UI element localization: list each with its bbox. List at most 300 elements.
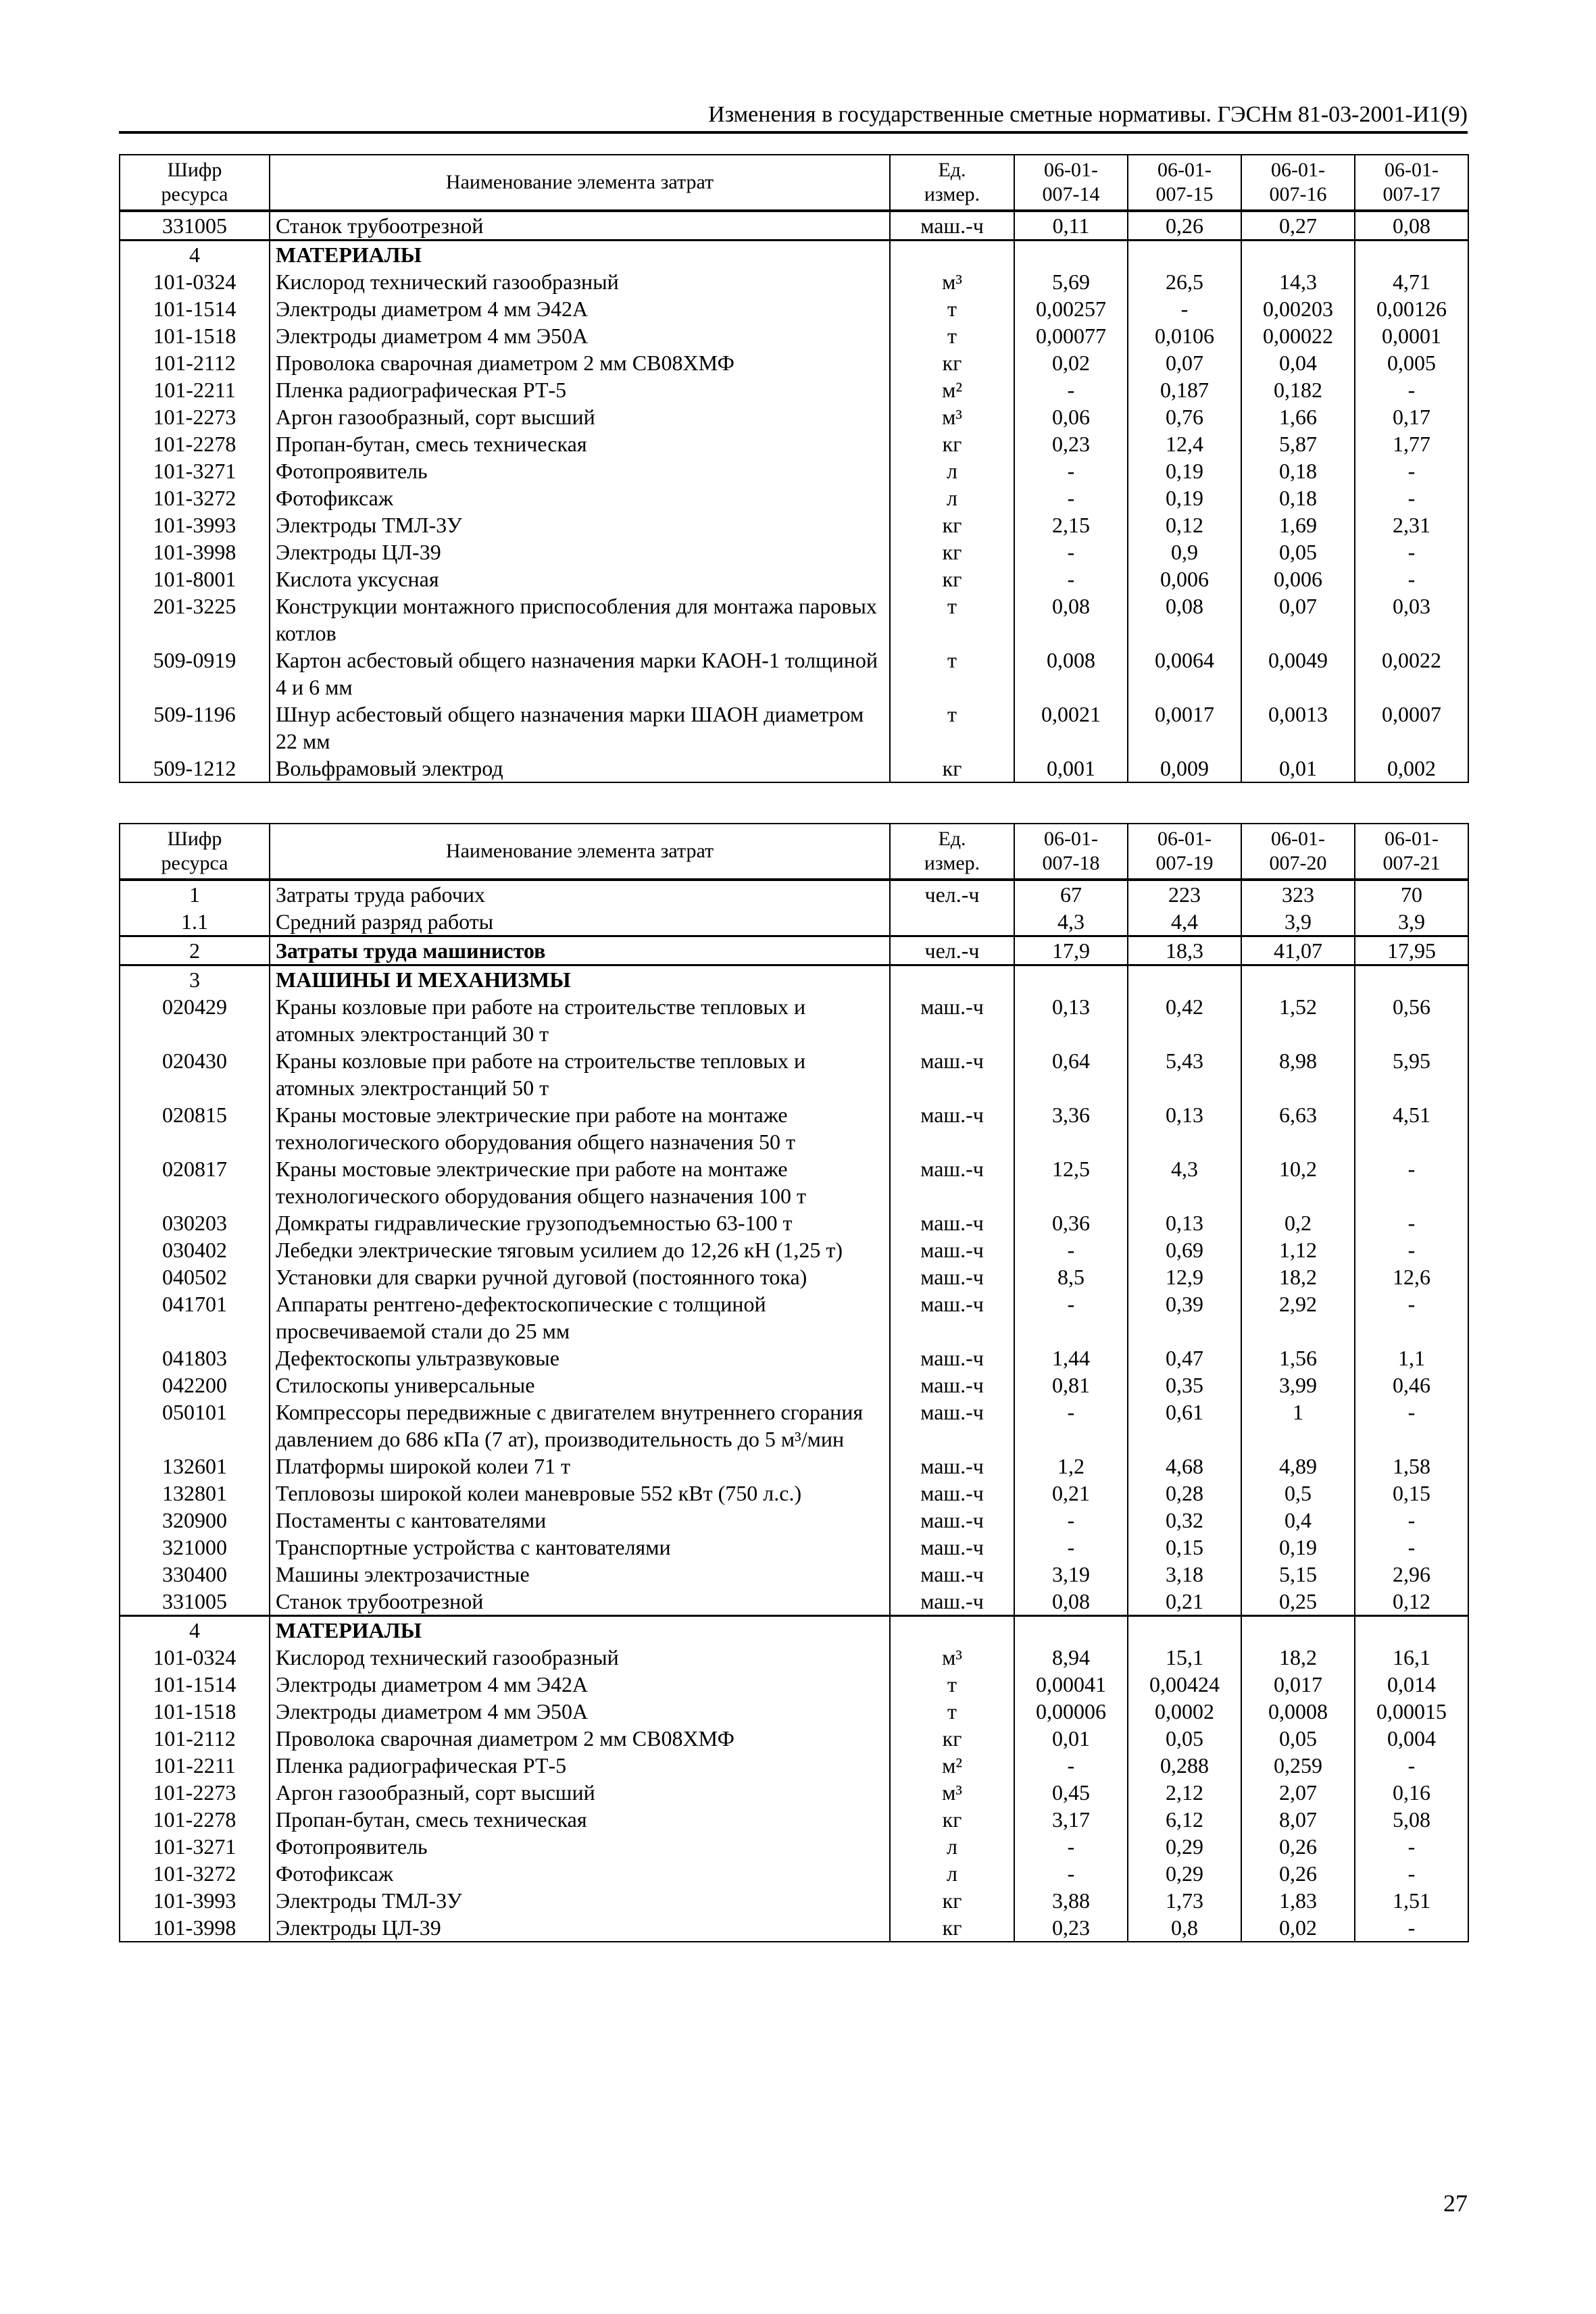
norm-value: 5,95 — [1355, 1047, 1468, 1101]
norm-value: - — [1128, 295, 1241, 322]
resource-code: 101-1518 — [120, 1698, 270, 1725]
unit-of-measure: маш.-ч — [890, 1507, 1014, 1534]
norm-value — [1355, 241, 1468, 269]
norm-value: 0,13 — [1128, 1209, 1241, 1236]
cost-element-name: Аргон газообразный, сорт высший — [270, 1779, 890, 1806]
norm-value: 0,00006 — [1014, 1698, 1128, 1725]
norm-value: 0,26 — [1241, 1860, 1355, 1887]
unit-of-measure: чел.-ч — [890, 936, 1014, 965]
resource-code: 321000 — [120, 1534, 270, 1561]
header-norm-cell — [1014, 155, 1128, 211]
table-row — [120, 1914, 1468, 1942]
norm-value: 0,18 — [1241, 457, 1355, 484]
norm-value: 0,182 — [1241, 376, 1355, 403]
norm-value: 16,1 — [1355, 1644, 1468, 1671]
cost-element-name: Электроды диаметром 4 мм Э50А — [270, 322, 890, 349]
norm-value: 0,04 — [1241, 349, 1355, 376]
resource-code: 030203 — [120, 1209, 270, 1236]
header-norm-cell-line-2: 007-21 — [1382, 852, 1441, 874]
unit-of-measure: м² — [890, 376, 1014, 403]
norm-value: 0,07 — [1241, 593, 1355, 647]
cost-element-name: Электроды ТМЛ-3У — [270, 511, 890, 538]
unit-of-measure: маш.-ч — [890, 1263, 1014, 1290]
norm-value: 0,26 — [1128, 211, 1241, 241]
norm-value — [1241, 965, 1355, 994]
norm-value: - — [1355, 1833, 1468, 1860]
cost-element-name: Электроды диаметром 4 мм Э42А — [270, 295, 890, 322]
norm-value: 0,18 — [1241, 484, 1355, 511]
cost-element-name: Пропан-бутан, смесь техническая — [270, 1806, 890, 1833]
cost-element-name: Затраты труда рабочих — [270, 880, 890, 908]
norm-value: 0,35 — [1128, 1372, 1241, 1399]
norm-value: - — [1014, 457, 1128, 484]
resource-code: 101-2112 — [120, 349, 270, 376]
norm-value: 0,006 — [1128, 565, 1241, 593]
resource-code: 020817 — [120, 1155, 270, 1209]
norm-value: - — [1014, 1860, 1128, 1887]
resource-code: 101-3271 — [120, 1833, 270, 1860]
unit-of-measure: кг — [890, 511, 1014, 538]
unit-of-measure: м³ — [890, 1779, 1014, 1806]
table-row — [120, 1806, 1468, 1833]
resource-code: 2 — [120, 936, 270, 965]
norm-value: 0,19 — [1128, 457, 1241, 484]
norm-value: 8,94 — [1014, 1644, 1128, 1671]
norm-value: - — [1014, 538, 1128, 565]
unit-of-measure — [890, 1616, 1014, 1644]
table-row — [120, 1453, 1468, 1480]
norm-value: 0,69 — [1128, 1236, 1241, 1263]
norm-value: 0,9 — [1128, 538, 1241, 565]
resource-code: 201-3225 — [120, 593, 270, 647]
unit-of-measure — [890, 965, 1014, 994]
norm-value: 0,21 — [1014, 1480, 1128, 1507]
unit-of-measure: чел.-ч — [890, 880, 1014, 908]
norm-value — [1014, 965, 1128, 994]
norm-value: - — [1014, 1236, 1128, 1263]
norm-value: 2,31 — [1355, 511, 1468, 538]
norm-value: 0,017 — [1241, 1671, 1355, 1698]
norm-value: 0,001 — [1014, 755, 1128, 782]
unit-of-measure: м³ — [890, 1644, 1014, 1671]
norm-value — [1014, 1616, 1128, 1644]
table-row — [120, 965, 1468, 994]
unit-of-measure: т — [890, 701, 1014, 755]
unit-of-measure: т — [890, 647, 1014, 701]
cost-element-name: Фотофиксаж — [270, 1860, 890, 1887]
norm-value: 1,2 — [1014, 1453, 1128, 1480]
cost-element-name: Домкраты гидравлические грузоподъемностью 63-100 т — [270, 1209, 890, 1236]
norm-value: 3,19 — [1014, 1561, 1128, 1588]
resource-code: 1.1 — [120, 908, 270, 936]
table-row — [120, 1101, 1468, 1155]
norm-value: 0,13 — [1128, 1101, 1241, 1155]
norm-value: 0,25 — [1241, 1588, 1355, 1616]
norm-value: 0,02 — [1014, 349, 1128, 376]
unit-of-measure: кг — [890, 349, 1014, 376]
cost-element-name: Краны мостовые электрические при работе на монтаже технологического оборудования общего назначения 100 т — [270, 1155, 890, 1209]
resource-code: 320900 — [120, 1507, 270, 1534]
norm-value: 6,12 — [1128, 1806, 1241, 1833]
resource-code: 020430 — [120, 1047, 270, 1101]
table-row — [120, 1534, 1468, 1561]
unit-of-measure: маш.-ч — [890, 1155, 1014, 1209]
header-norm-cell — [1355, 155, 1468, 211]
table-row — [120, 1236, 1468, 1263]
resource-code: 132801 — [120, 1480, 270, 1507]
resource-code: 3 — [120, 965, 270, 994]
header-row — [120, 824, 1468, 880]
unit-of-measure: кг — [890, 1887, 1014, 1914]
resource-code: 1 — [120, 880, 270, 908]
unit-of-measure: маш.-ч — [890, 1372, 1014, 1399]
norm-value: 0,15 — [1355, 1480, 1468, 1507]
table-row — [120, 593, 1468, 647]
table-row — [120, 1588, 1468, 1616]
norm-value: 0,0022 — [1355, 647, 1468, 701]
cost-element-name: Тепловозы широкой колеи маневровые 552 кВт (750 л.с.) — [270, 1480, 890, 1507]
norm-value: 0,56 — [1355, 993, 1468, 1047]
header-norm-cell-line-2: 007-19 — [1155, 852, 1214, 874]
table-header — [120, 824, 1468, 880]
table-row — [120, 376, 1468, 403]
norm-value: 8,07 — [1241, 1806, 1355, 1833]
norm-value: 1,66 — [1241, 403, 1355, 430]
header-norm-cell-line-1: 06-01- — [1385, 828, 1439, 850]
resource-code: 132601 — [120, 1453, 270, 1480]
table-row — [120, 295, 1468, 322]
norm-value: 0,23 — [1014, 1914, 1128, 1942]
unit-of-measure: маш.-ч — [890, 993, 1014, 1047]
table-row — [120, 1860, 1468, 1887]
norm-value: 0,64 — [1014, 1047, 1128, 1101]
norm-value: 2,15 — [1014, 511, 1128, 538]
table-row — [120, 565, 1468, 593]
resource-code: 331005 — [120, 211, 270, 241]
table-row — [120, 484, 1468, 511]
norm-value: 1,73 — [1128, 1887, 1241, 1914]
norm-value: 0,76 — [1128, 403, 1241, 430]
norm-value: 223 — [1128, 880, 1241, 908]
norm-value: - — [1355, 565, 1468, 593]
norm-value: 0,13 — [1014, 993, 1128, 1047]
table-row — [120, 755, 1468, 782]
norm-value — [1241, 1616, 1355, 1644]
resource-code: 101-1518 — [120, 322, 270, 349]
norm-value: - — [1355, 1534, 1468, 1561]
norm-value: - — [1355, 1209, 1468, 1236]
page-number: 27 — [1443, 2190, 1468, 2217]
unit-of-measure: маш.-ч — [890, 211, 1014, 241]
norm-value: - — [1014, 1399, 1128, 1453]
norm-value: 0,02 — [1241, 1914, 1355, 1942]
norm-value: 0,08 — [1355, 211, 1468, 241]
table-body — [120, 880, 1468, 1942]
table-row — [120, 1779, 1468, 1806]
cost-element-name: Электроды ТМЛ-3У — [270, 1887, 890, 1914]
norm-value: 0,009 — [1128, 755, 1241, 782]
header-norm-cell-line-2: 007-17 — [1382, 183, 1441, 205]
header-norm-cell-line-2: 007-14 — [1042, 183, 1100, 205]
header-norm-cell-line-1: 06-01- — [1157, 828, 1212, 850]
norm-value: 17,95 — [1355, 936, 1468, 965]
cost-element-name: Аргон газообразный, сорт высший — [270, 403, 890, 430]
header-unit-cell-line-1: Ед. — [938, 159, 966, 181]
unit-of-measure: м³ — [890, 268, 1014, 295]
table-body — [120, 211, 1468, 782]
header-norm-cell — [1014, 824, 1128, 880]
resource-code: 101-2273 — [120, 1779, 270, 1806]
table-row — [120, 1561, 1468, 1588]
cost-element-name: Платформы широкой колеи 71 т — [270, 1453, 890, 1480]
page-header: Изменения в государственные сметные нормативы. ГЭСНм 81-03-2001-И1(9) — [119, 101, 1468, 134]
resource-code: 101-3998 — [120, 538, 270, 565]
unit-of-measure: л — [890, 1860, 1014, 1887]
norm-value: 0,00203 — [1241, 295, 1355, 322]
cost-element-name: МАТЕРИАЛЫ — [270, 1616, 890, 1644]
norm-value: 5,87 — [1241, 430, 1355, 457]
norm-value: 0,03 — [1355, 593, 1468, 647]
table-row — [120, 1344, 1468, 1372]
header-unit-cell — [890, 824, 1014, 880]
header-norm-cell-line-1: 06-01- — [1044, 828, 1098, 850]
norm-value: - — [1355, 376, 1468, 403]
norm-value: 4,3 — [1128, 1155, 1241, 1209]
norm-value: - — [1014, 1290, 1128, 1344]
table-row — [120, 908, 1468, 936]
header-norm-cell — [1355, 824, 1468, 880]
resource-code: 042200 — [120, 1372, 270, 1399]
norm-value: 18,2 — [1241, 1644, 1355, 1671]
norm-value — [1014, 241, 1128, 269]
norm-value: 0,47 — [1128, 1344, 1241, 1372]
table-row — [120, 1644, 1468, 1671]
unit-of-measure: кг — [890, 755, 1014, 782]
unit-of-measure: т — [890, 1671, 1014, 1698]
norm-value: 2,92 — [1241, 1290, 1355, 1344]
norm-value: 1,52 — [1241, 993, 1355, 1047]
cost-element-name: Аппараты рентгено-дефектоскопические с толщиной просвечиваемой стали до 25 мм — [270, 1290, 890, 1344]
header-name-cell: Наименование элемента затрат — [270, 824, 890, 880]
unit-of-measure: маш.-ч — [890, 1236, 1014, 1263]
resource-code: 101-0324 — [120, 268, 270, 295]
header-norm-cell — [1241, 155, 1355, 211]
norm-value: 0,06 — [1014, 403, 1128, 430]
table-row — [120, 1833, 1468, 1860]
norm-value: 1,83 — [1241, 1887, 1355, 1914]
norm-value: 12,9 — [1128, 1263, 1241, 1290]
resource-code: 101-3993 — [120, 1887, 270, 1914]
estimate-table-2 — [119, 823, 1469, 1942]
resource-code: 101-2278 — [120, 1806, 270, 1833]
norm-value: 26,5 — [1128, 268, 1241, 295]
norm-value: 0,61 — [1128, 1399, 1241, 1453]
resource-code: 101-1514 — [120, 1671, 270, 1698]
norm-value: 4,71 — [1355, 268, 1468, 295]
unit-of-measure: маш.-ч — [890, 1290, 1014, 1344]
resource-code: 020815 — [120, 1101, 270, 1155]
cost-element-name: Пропан-бутан, смесь техническая — [270, 430, 890, 457]
norm-value: 0,00022 — [1241, 322, 1355, 349]
norm-value: 0,0017 — [1128, 701, 1241, 755]
norm-value: 0,288 — [1128, 1752, 1241, 1779]
header-code-cell — [120, 155, 270, 211]
norm-value: 3,36 — [1014, 1101, 1128, 1155]
norm-value — [1128, 965, 1241, 994]
norm-value: - — [1355, 1155, 1468, 1209]
cost-element-name: Установки для сварки ручной дуговой (постоянного тока) — [270, 1263, 890, 1290]
table-row — [120, 936, 1468, 965]
norm-value: 0,05 — [1241, 1725, 1355, 1752]
norm-value: 0,8 — [1128, 1914, 1241, 1942]
table-row — [120, 349, 1468, 376]
norm-value: 0,28 — [1128, 1480, 1241, 1507]
cost-element-name: Шнур асбестовый общего назначения марки ШАОН диаметром 22 мм — [270, 701, 890, 755]
table-row — [120, 211, 1468, 241]
cost-element-name: Затраты труда машинистов — [270, 936, 890, 965]
cost-element-name: МАШИНЫ И МЕХАНИЗМЫ — [270, 965, 890, 994]
cost-element-name: Постаменты с кантователями — [270, 1507, 890, 1534]
cost-element-name: Стилоскопы универсальные — [270, 1372, 890, 1399]
cost-element-name: Станок трубоотрезной — [270, 1588, 890, 1616]
norm-value — [1241, 241, 1355, 269]
norm-value: - — [1014, 1752, 1128, 1779]
unit-of-measure: л — [890, 484, 1014, 511]
norm-value: 1 — [1241, 1399, 1355, 1453]
norm-value: 3,9 — [1355, 908, 1468, 936]
unit-of-measure: маш.-ч — [890, 1399, 1014, 1453]
norm-value: 0,11 — [1014, 211, 1128, 241]
norm-value: 0,187 — [1128, 376, 1241, 403]
header-code-cell-line-2: ресурса — [161, 852, 228, 874]
norm-value: 5,43 — [1128, 1047, 1241, 1101]
norm-value: 0,5 — [1241, 1480, 1355, 1507]
norm-value: 2,07 — [1241, 1779, 1355, 1806]
resource-code: 101-2211 — [120, 1752, 270, 1779]
unit-of-measure: т — [890, 1698, 1014, 1725]
resource-code: 101-3272 — [120, 1860, 270, 1887]
norm-value: 1,69 — [1241, 511, 1355, 538]
resource-code: 101-3998 — [120, 1914, 270, 1942]
header-norm-cell-line-1: 06-01- — [1157, 159, 1212, 181]
norm-value: 3,99 — [1241, 1372, 1355, 1399]
resource-code: 509-1212 — [120, 755, 270, 782]
header-norm-cell-line-1: 06-01- — [1271, 159, 1325, 181]
unit-of-measure: л — [890, 457, 1014, 484]
norm-value: 1,51 — [1355, 1887, 1468, 1914]
norm-value: 0,05 — [1241, 538, 1355, 565]
resource-code: 509-1196 — [120, 701, 270, 755]
header-norm-cell — [1128, 155, 1241, 211]
unit-of-measure: м² — [890, 1752, 1014, 1779]
cost-element-name: Пленка радиографическая РТ-5 — [270, 1752, 890, 1779]
norm-value: - — [1014, 1534, 1128, 1561]
cost-element-name: Проволока сварочная диаметром 2 мм СВ08ХМФ — [270, 349, 890, 376]
resource-code: 101-2273 — [120, 403, 270, 430]
norm-value: 0,26 — [1241, 1833, 1355, 1860]
resource-code: 101-3993 — [120, 511, 270, 538]
cost-element-name: Компрессоры передвижные с двигателем внутреннего сгорания давлением до 686 кПа (7 ат), производительность до 5 м³/мин — [270, 1399, 890, 1453]
resource-code: 030402 — [120, 1236, 270, 1263]
norm-value: 3,9 — [1241, 908, 1355, 936]
norm-value: 3,17 — [1014, 1806, 1128, 1833]
header-norm-cell-line-1: 06-01- — [1271, 828, 1325, 850]
resource-code: 041803 — [120, 1344, 270, 1372]
norm-value: 4,89 — [1241, 1453, 1355, 1480]
table-row — [120, 880, 1468, 908]
norm-value: - — [1355, 1290, 1468, 1344]
table-row — [120, 1698, 1468, 1725]
table-row — [120, 1399, 1468, 1453]
norm-value: 8,98 — [1241, 1047, 1355, 1101]
table-row — [120, 268, 1468, 295]
norm-value: 0,42 — [1128, 993, 1241, 1047]
header-name-cell: Наименование элемента затрат — [270, 155, 890, 211]
table-row — [120, 1047, 1468, 1101]
norm-value: 4,68 — [1128, 1453, 1241, 1480]
header-unit-cell-line-2: измер. — [924, 183, 980, 205]
norm-value — [1355, 1616, 1468, 1644]
unit-of-measure: кг — [890, 538, 1014, 565]
norm-value: 6,63 — [1241, 1101, 1355, 1155]
unit-of-measure — [890, 241, 1014, 269]
norm-value: 0,259 — [1241, 1752, 1355, 1779]
resource-code: 101-3272 — [120, 484, 270, 511]
norm-value: 0,15 — [1128, 1534, 1241, 1561]
table-row — [120, 1616, 1468, 1644]
cost-element-name: МАТЕРИАЛЫ — [270, 241, 890, 269]
table-row — [120, 1752, 1468, 1779]
unit-of-measure — [890, 908, 1014, 936]
norm-value: 67 — [1014, 880, 1128, 908]
norm-value: 0,014 — [1355, 1671, 1468, 1698]
norm-value: 0,0008 — [1241, 1698, 1355, 1725]
cost-element-name: Краны козловые при работе на строительстве тепловых и атомных электростанций 30 т — [270, 993, 890, 1047]
norm-value: 0,12 — [1355, 1588, 1468, 1616]
cost-element-name: Кислота уксусная — [270, 565, 890, 593]
norm-value: 0,005 — [1355, 349, 1468, 376]
table-row — [120, 457, 1468, 484]
norm-value: 1,58 — [1355, 1453, 1468, 1480]
norm-value: - — [1355, 1399, 1468, 1453]
unit-of-measure: т — [890, 593, 1014, 647]
unit-of-measure: кг — [890, 1725, 1014, 1752]
cost-element-name: Электроды диаметром 4 мм Э50А — [270, 1698, 890, 1725]
norm-value: - — [1355, 1507, 1468, 1534]
norm-value: 0,29 — [1128, 1860, 1241, 1887]
norm-value: - — [1014, 484, 1128, 511]
table-row — [120, 1290, 1468, 1344]
table-row — [120, 1671, 1468, 1698]
norm-value: - — [1355, 1236, 1468, 1263]
norm-value: 2,96 — [1355, 1561, 1468, 1588]
norm-value: 0,19 — [1241, 1534, 1355, 1561]
cost-element-name: Краны козловые при работе на строительстве тепловых и атомных электростанций 50 т — [270, 1047, 890, 1101]
norm-value: - — [1355, 1752, 1468, 1779]
header-norm-cell-line-2: 007-16 — [1269, 183, 1327, 205]
norm-value: 0,004 — [1355, 1725, 1468, 1752]
cost-element-name: Электроды ЦЛ-39 — [270, 538, 890, 565]
cost-element-name: Краны мостовые электрические при работе на монтаже технологического оборудования общего назначения 50 т — [270, 1101, 890, 1155]
resource-code: 020429 — [120, 993, 270, 1047]
norm-value: 15,1 — [1128, 1644, 1241, 1671]
norm-value: 0,29 — [1128, 1833, 1241, 1860]
table-row — [120, 538, 1468, 565]
header-norm-cell-line-2: 007-20 — [1269, 852, 1327, 874]
norm-value: 0,0007 — [1355, 701, 1468, 755]
norm-value: 1,77 — [1355, 430, 1468, 457]
norm-value: 0,39 — [1128, 1290, 1241, 1344]
